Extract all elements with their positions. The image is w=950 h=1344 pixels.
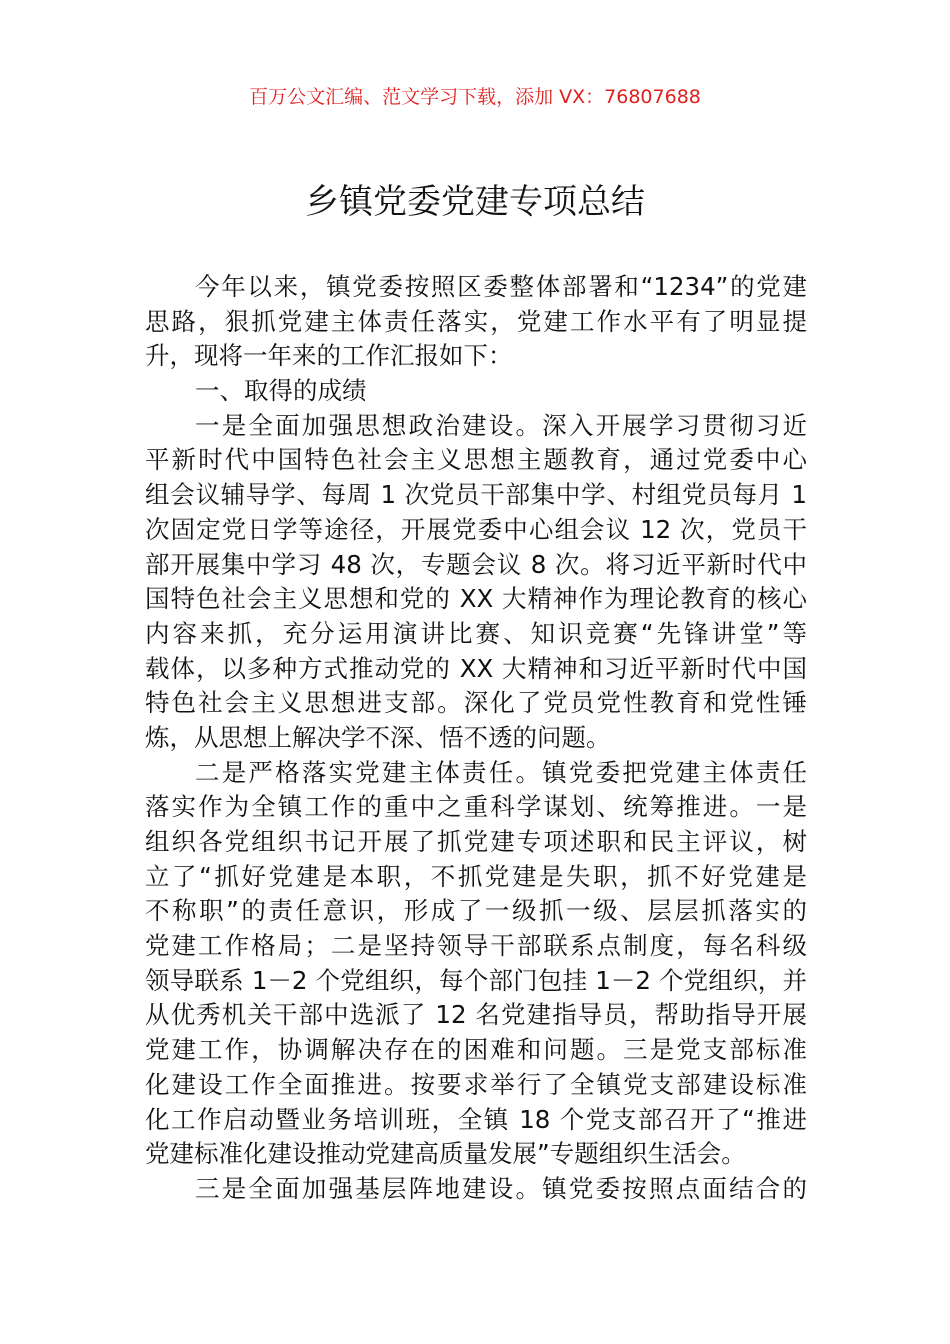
text-line: 升，现将一年来的工作汇报如下：: [145, 341, 513, 371]
section-heading: [145, 374, 807, 409]
document-body: [145, 270, 807, 1207]
text-line: 内容来抓，充分运用演讲比赛、知识竞赛“先锋讲堂”等: [145, 618, 807, 648]
text-line: 立了“抓好党建是本职，不抓党建是失职，抓不好党建是: [145, 861, 807, 891]
text-line: 今年以来，镇党委按照区委整体部署和“1234”的党建: [195, 272, 807, 301]
text-line: 化建设工作全面推进。按要求举行了全镇党支部建设标准: [145, 1069, 807, 1099]
text-line: 一、取得的成绩: [195, 376, 367, 406]
text-line: 思路，狠抓党建主体责任落实，党建工作水平有了明显提: [145, 306, 807, 336]
paragraph: [145, 270, 807, 374]
watermark-banner: 百万公文汇编、范文学习下载，添加 VX：76807688: [249, 86, 701, 108]
text-line: 平新时代中国特色社会主义思想主题教育，通过党委中心: [145, 445, 807, 475]
text-line: 国特色社会主义思想和党的 XX 大精神作为理论教育的核心: [145, 584, 807, 614]
text-line: 组织各党组织书记开展了抓党建专项述职和民主评议，树: [145, 827, 807, 856]
text-line: 次固定党日学等途径，开展党委中心组会议 12 次，党员干: [145, 514, 807, 544]
paragraph: [145, 756, 807, 1172]
document-title: 乡镇党委党建专项总结: [305, 182, 645, 222]
text-line: 组会议辅导学、每周 1 次党员干部集中学、村组党员每月 1: [145, 480, 807, 510]
text-line: 党建工作格局；二是坚持领导干部联系点制度，每名科级: [145, 931, 807, 961]
text-line: 从优秀机关干部中选派了 12 名党建指导员，帮助指导开展: [145, 1000, 807, 1030]
text-line: 特色社会主义思想进支部。深化了党员党性教育和党性锤: [145, 688, 807, 718]
text-line: 党建标准化建设推动党建高质量发展”专题组织生活会。: [145, 1139, 746, 1169]
text-line: 载体，以多种方式推动党的 XX 大精神和习近平新时代中国: [145, 653, 807, 683]
text-line: 炼，从思想上解决学不深、悟不透的问题。: [145, 722, 611, 752]
text-line: 领导联系 1－2 个党组织，每个部门包挂 1－2 个党组织，并: [145, 965, 807, 995]
text-line: 二是严格落实党建主体责任。镇党委把党建主体责任: [195, 757, 807, 787]
text-line: 部开展集中学习 48 次，专题会议 8 次。将习近平新时代中: [145, 549, 807, 579]
text-line: 化工作启动暨业务培训班，全镇 18 个党支部召开了“推进: [145, 1104, 807, 1134]
text-line: 三是全面加强基层阵地建设。镇党委按照点面结合的: [195, 1173, 807, 1203]
text-line: 不称职”的责任意识，形成了一级抓一级、层层抓落实的: [145, 896, 807, 926]
text-line: 落实作为全镇工作的重中之重科学谋划、统筹推进。一是: [145, 792, 807, 822]
paragraph: [145, 1172, 807, 1207]
text-line: 党建工作，协调解决存在的困难和问题。三是党支部标准: [145, 1035, 807, 1065]
text-line: 一是全面加强思想政治建设。深入开展学习贯彻习近: [195, 410, 807, 440]
paragraph: [145, 409, 807, 756]
